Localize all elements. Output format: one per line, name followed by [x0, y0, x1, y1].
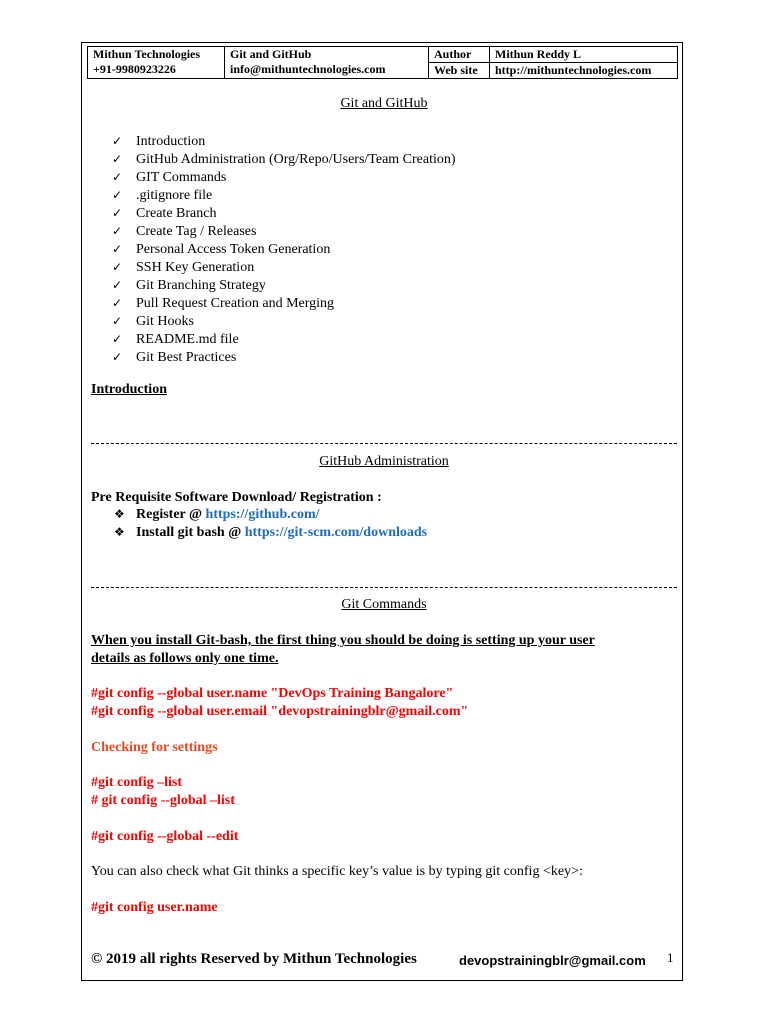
git-scm-link[interactable]: https://git-scm.com/downloads — [244, 525, 428, 540]
toc-item: ✓ README.md file — [112, 332, 239, 347]
company-name: Mithun Technologies — [93, 47, 201, 61]
intro-line-1: When you install Git-bash, the first thing you should be doing is setting up your user — [91, 633, 595, 648]
checkmark-icon: ✓ — [112, 260, 123, 274]
section-github-admin: GitHub Administration — [319, 454, 449, 469]
cmd-global-list: # git config --global –list — [91, 793, 235, 808]
toc-item: ✓ Git Branching Strategy — [112, 278, 266, 293]
page-number: 1 — [667, 950, 674, 965]
website-url: http://mithuntechnologies.com — [495, 63, 652, 77]
author-name: Mithun Reddy L — [490, 47, 677, 63]
checkmark-icon: ✓ — [112, 188, 123, 202]
cmd-list: #git config –list — [91, 775, 182, 790]
toc-item: ✓ .gitignore file — [112, 188, 213, 203]
checkmark-icon: ✓ — [112, 152, 123, 166]
toc-item: ✓ Git Hooks — [112, 314, 194, 329]
checkmark-icon: ✓ — [112, 350, 123, 364]
install-item: ❖ Install git bash @ https://git-scm.com/downloads — [114, 525, 428, 540]
section-introduction: Introduction — [91, 382, 167, 397]
header-company — [88, 47, 225, 79]
section-git-commands: Git Commands — [341, 597, 427, 612]
cmd-username: #git config user.name — [91, 900, 218, 915]
checkmark-icon: ✓ — [112, 206, 123, 220]
toc-item: ✓ SSH Key Generation — [112, 260, 255, 275]
checkmark-icon: ✓ — [112, 134, 123, 148]
checkmark-icon: ✓ — [112, 332, 123, 346]
diamond-bullet-icon: ❖ — [114, 525, 125, 539]
company-email: info@mithuntechnologies.com — [230, 62, 386, 76]
checkmark-icon: ✓ — [112, 170, 123, 184]
table-of-contents — [112, 132, 456, 366]
company-phone: +91-9980923226 — [93, 62, 176, 76]
header-course — [225, 47, 429, 79]
toc-item: ✓ Personal Access Token Generation — [112, 242, 331, 257]
footer-email: devopstrainingblr@gmail.com — [459, 953, 646, 968]
intro-line-2: details as follows only one time. — [91, 651, 279, 666]
checkmark-icon: ✓ — [112, 242, 123, 256]
toc-item: ✓ GitHub Administration (Org/Repo/Users/Team Creation) — [112, 152, 456, 167]
course-name: Git and GitHub — [230, 47, 312, 61]
document-title: Git and GitHub — [340, 96, 428, 111]
cmd-user-name: #git config --global user.name "DevOps Training Bangalore" — [91, 686, 454, 701]
website-label: Web site — [434, 63, 478, 77]
toc-item: ✓ Create Branch — [112, 206, 217, 221]
toc-item: ✓ Git Best Practices — [112, 350, 237, 365]
toc-item: ✓ Pull Request Creation and Merging — [112, 296, 335, 311]
toc-item: ✓ Introduction — [112, 134, 206, 149]
header-table — [87, 46, 678, 79]
prereq-heading: Pre Requisite Software Download/ Registration : — [91, 490, 382, 505]
github-link[interactable]: https://github.com/ — [205, 507, 320, 522]
checkmark-icon: ✓ — [112, 224, 123, 238]
checkmark-icon: ✓ — [112, 296, 123, 310]
divider — [91, 443, 677, 444]
header-values — [490, 47, 678, 79]
config-note: You can also check what Git thinks a specific key’s value is by typing git config <key>: — [91, 864, 583, 879]
toc-item: ✓ Create Tag / Releases — [112, 224, 257, 239]
checkmark-icon: ✓ — [112, 314, 123, 328]
toc-item: ✓ GIT Commands — [112, 170, 227, 185]
diamond-bullet-icon: ❖ — [114, 507, 125, 521]
header-labels — [429, 47, 490, 79]
cmd-edit: #git config --global --edit — [91, 829, 239, 844]
divider — [91, 587, 677, 588]
checking-settings: Checking for settings — [91, 740, 218, 755]
cmd-user-email: #git config --global user.email "devopstrainingblr@gmail.com" — [91, 704, 469, 719]
footer-copyright: © 2019 all rights Reserved by Mithun Technologies — [91, 951, 417, 967]
author-label: Author — [429, 47, 489, 63]
register-item: ❖ Register @ https://github.com/ — [114, 507, 320, 522]
checkmark-icon: ✓ — [112, 278, 123, 292]
